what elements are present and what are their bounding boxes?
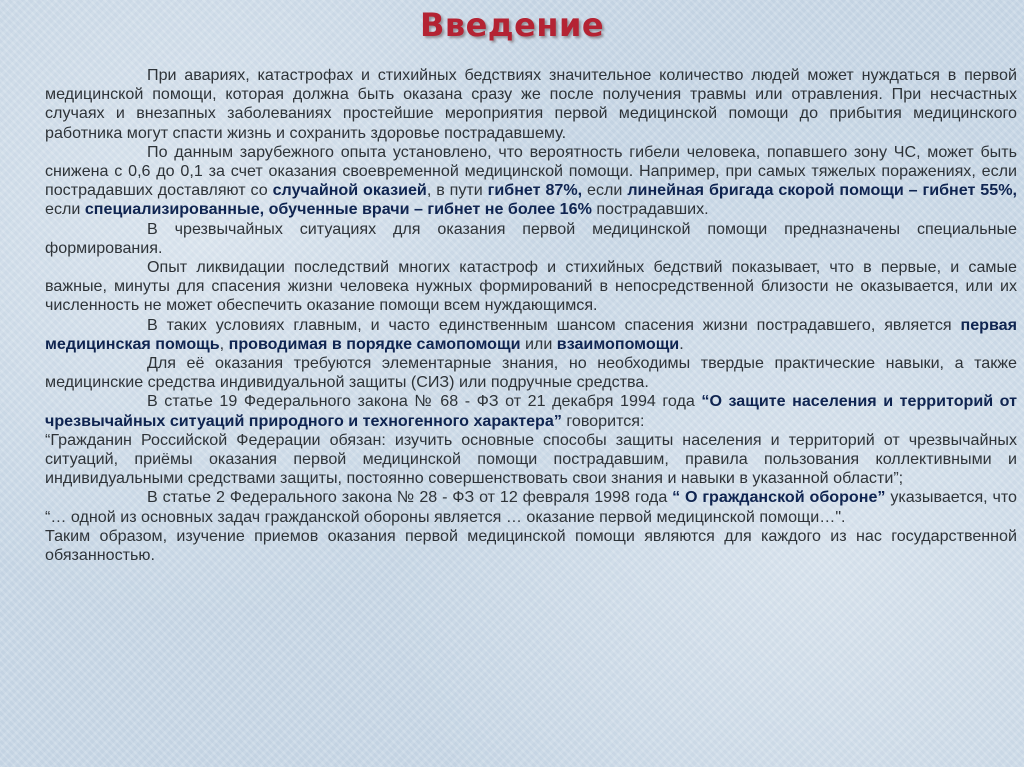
paragraph-3: В чрезвычайных ситуациях для оказания первой медицинской помощи предназначены специальные формирования.: [45, 219, 1017, 257]
paragraph-4: Опыт ликвидации последствий многих катастроф и стихийных бедствий показывает, что в первые, и самые важные, минуты для спасения жизни человека нужных формирований в непосредственной близости не оказывается, или их численность не может обеспечить оказание помощи всем нуждающимся.: [45, 258, 1017, 315]
p5-bold-1: первая медицинская помощь: [45, 315, 1017, 353]
slide-body: [45, 66, 1017, 565]
p5-text-4: .: [679, 334, 684, 353]
p9-text-2: указывается, что “… одной из основных задач гражданской обороны является … оказание первой медицинской помощи…".: [45, 488, 1017, 526]
p5-text-1: В таких условиях главным, и часто единственным шансом спасения жизни пострадавшего, является: [147, 315, 961, 334]
p7-bold-1: “О защите населения и территорий от чрезвычайных ситуаций природного и техногенного характера”: [45, 392, 1017, 430]
paragraph-1: При авариях, катастрофах и стихийных бедствиях значительное количество людей может нуждаться в первой медицинской помощи, которая должна быть оказана сразу же после получения травмы или отравления. При несчастных случаях и внезапных заболеваниях простейшие мероприятия первой медицинской помощи до прибытия медицинского работника могут спасти жизнь и сохранить здоровье пострадавшему.: [45, 66, 1017, 142]
p9-text-1: В статье 2 Федерального закона № 28 - ФЗ от 12 февраля 1998 года: [147, 488, 673, 507]
paragraph-8: “Гражданин Российской Федерации обязан: изучить основные способы защиты населения и территорий от чрезвычайных ситуаций, приёмы оказания первой медицинской помощи пострадавшим, правила пользования коллективными и индивидуальными средствами защиты, постоянно совершенствовать свои знания и навыки в указанной области”;: [45, 430, 1017, 488]
p5-bold-2: проводимая в порядке самопомощи: [228, 334, 521, 353]
p2-bold-4: специализированные, обученные врачи – гибнет не более 16%: [84, 200, 592, 219]
paragraph-7: [45, 392, 1017, 430]
p2-text-4: если: [45, 200, 85, 219]
p2-text-1: По данным зарубежного опыта установлено, что вероятность гибели человека, попавшего зону ЧС, может быть снижена с 0,6 до 0,1 за счет оказания своевременной медицинской помощи. Например, при самых тяжелых поражениях, если пострадавших доставляют со: [45, 142, 1017, 200]
p2-bold-2: гибнет 87%,: [487, 181, 583, 200]
paragraph-10: Таким образом, изучение приемов оказания первой медицинской помощи являются для каждого из нас государственной обязанностью.: [45, 526, 1017, 565]
p9-bold-1: “ О гражданской обороне”: [672, 488, 886, 507]
p2-text-2: , в пути: [426, 181, 488, 200]
p5-text-3: или: [520, 334, 557, 353]
p7-text-2: говорится:: [561, 411, 645, 430]
p2-text-5: пострадавших.: [591, 200, 709, 219]
p2-bold-3: линейная бригада скорой помощи – гибнет 55%,: [627, 181, 1017, 200]
paragraph-9: [45, 488, 1017, 526]
p2-text-3: если: [582, 181, 628, 200]
paragraph-2: [45, 143, 1017, 220]
paragraph-5: [45, 316, 1017, 354]
p5-bold-3: взаимопомощи: [556, 334, 680, 353]
p2-bold-1: случайной оказией: [272, 181, 427, 200]
p5-text-2: ,: [219, 334, 229, 353]
paragraph-6: Для её оказания требуются элементарные знания, но необходимы твердые практические навыки, а также медицинские средства индивидуальной защиты (СИЗ) или подручные средства.: [45, 354, 1017, 392]
p7-text-1: В статье 19 Федерального закона № 68 - ФЗ от 21 декабря 1994 года: [147, 392, 702, 411]
slide-title: Введение: [419, 6, 605, 44]
